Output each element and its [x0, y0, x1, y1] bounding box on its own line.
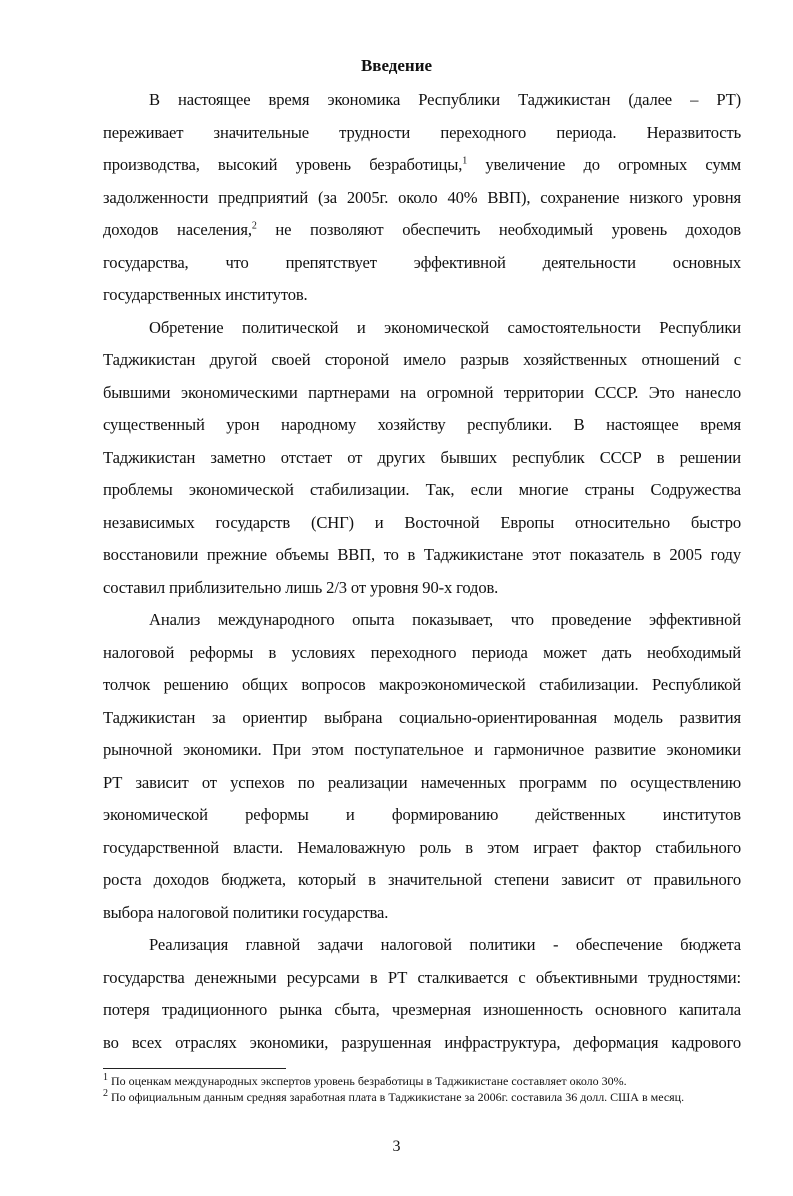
text-line: государства, что препятствует эффективной деятельности основных: [103, 252, 741, 272]
text-line: потеря традиционного рынка сбыта, чрезмерная изношенность основного капитала: [103, 1000, 741, 1019]
footnote-mark: 1: [103, 1072, 108, 1083]
text-line: независимых государств (СНГ) и Восточной Европы относительно быстро: [103, 512, 741, 532]
text-line: восстановили прежние объемы ВВП, то в Таджикистане этот показатель в 2005 году: [103, 545, 741, 564]
footnote-text: По оценкам международных экспертов уровень безработицы в Таджикистане составляет около 30%.: [111, 1074, 627, 1088]
footnote-ref[interactable]: 1: [462, 155, 468, 167]
footnote-2: [103, 1089, 743, 1105]
text-line: государственных институтов.: [103, 285, 308, 304]
paragraph: [103, 84, 741, 312]
text-line: РТ зависит от успехов по реализации намеченных программ по осуществлению: [103, 772, 741, 792]
text-line: экономической реформы и формированию действенных институтов: [103, 805, 741, 824]
text-line: [103, 214, 741, 247]
text-segment: доходов населения,: [103, 220, 252, 239]
footnote-ref[interactable]: 2: [251, 220, 257, 232]
text-segment: увеличение до огромных сумм: [467, 155, 741, 174]
section-title: Введение: [360, 56, 433, 75]
text-line: [103, 149, 741, 182]
paragraph: [103, 929, 741, 1059]
footnote-1: [103, 1073, 743, 1089]
text-line: бывшими экономическими партнерами на огромной территории СССР. Это нанесло: [103, 382, 741, 402]
text-line: выбора налоговой политики государства.: [103, 902, 389, 922]
text-segment: производства, высокий уровень безработицы,: [103, 155, 463, 174]
text-line: Таджикистан заметно отстает от других бывших республик СССР в решении: [103, 447, 741, 467]
text-line: рыночной экономики. При этом поступательное и гармоничное развитие экономики: [103, 740, 741, 759]
footnote-separator: [103, 1068, 286, 1069]
text-line: Реализация главной задачи налоговой политики - обеспечение бюджета: [149, 935, 741, 954]
text-line: государства денежными ресурсами в РТ сталкивается с объективными трудностями:: [103, 967, 741, 987]
text-line: составил приблизительно лишь 2/3 от уровня 90-х годов.: [103, 577, 499, 597]
text-line: государственной власти. Немаловажную роль в этом играет фактор стабильного: [103, 837, 741, 857]
text-line: толчок решению общих вопросов макроэкономической стабилизации. Республикой: [103, 675, 741, 694]
text-line: во всех отраслях экономики, разрушенная инфраструктура, деформация кадрового: [103, 1032, 741, 1052]
body-text: [103, 84, 741, 1059]
text-line: Обретение политической и экономической самостоятельности Республики: [149, 317, 741, 337]
text-line: Таджикистан за ориентир выбрана социально-ориентированная модель развития: [103, 707, 741, 727]
text-line: роста доходов бюджета, который в значительной степени зависит от правильного: [103, 870, 741, 889]
text-line: задолженности предприятий (за 2005г. около 40% ВВП), сохранение низкого уровня: [103, 187, 741, 207]
text-line: переживает значительные трудности переходного периода. Неразвитость: [103, 122, 741, 142]
text-line: Таджикистан другой своей стороной имело разрыв хозяйственных отношений с: [103, 350, 741, 369]
text-line: В настоящее время экономика Республики Таджикистан (далее – РТ): [149, 90, 741, 109]
text-line: налоговой реформы в условиях переходного периода может дать необходимый: [103, 642, 741, 662]
text-line: существенный урон народному хозяйству республики. В настоящее время: [103, 415, 741, 434]
text-line: проблемы экономической стабилизации. Так, если многие страны Содружества: [103, 480, 741, 499]
footnote-text: По официальным данным средняя заработная плата в Таджикистане за 2006г. составила 36 долл. США в месяц.: [111, 1090, 685, 1104]
page-number: 3: [392, 1138, 401, 1155]
paragraph: [103, 604, 741, 929]
footnote-mark: 2: [103, 1088, 108, 1099]
text-segment: не позволяют обеспечить необходимый уровень доходов: [256, 220, 741, 239]
text-line: Анализ международного опыта показывает, что проведение эффективной: [149, 610, 741, 629]
paragraph: [103, 312, 741, 605]
